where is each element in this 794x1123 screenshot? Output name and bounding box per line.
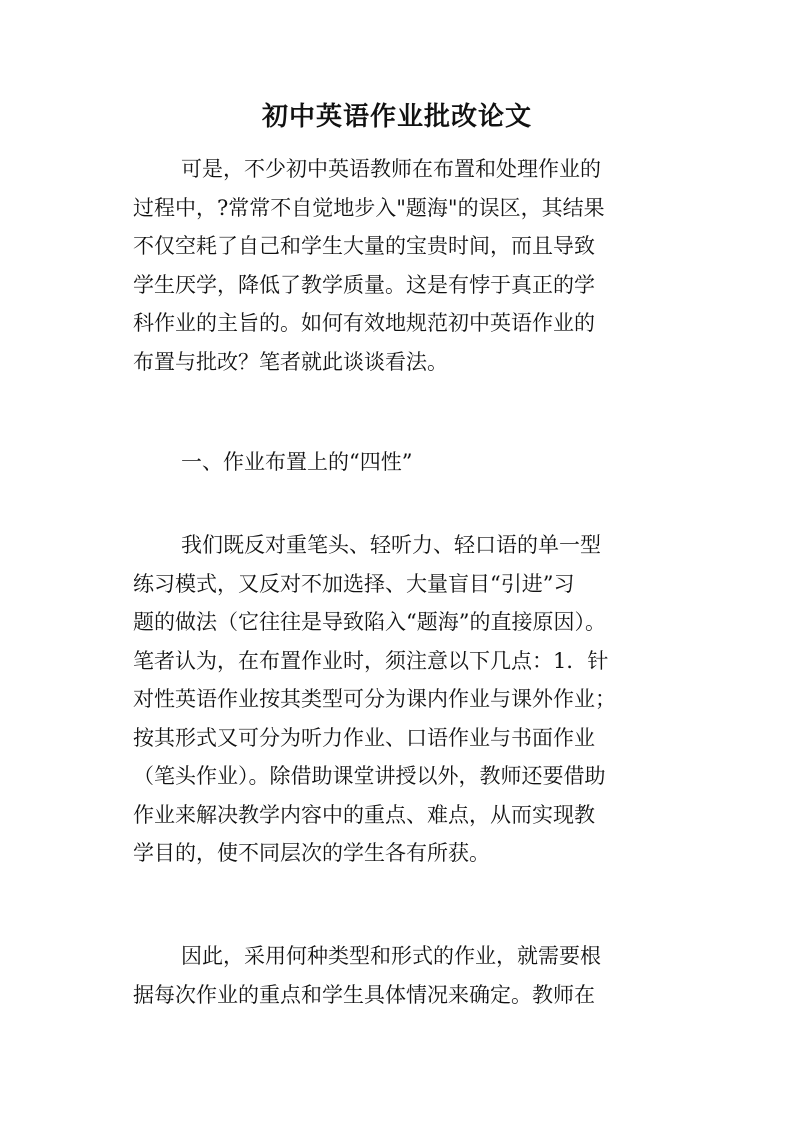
paragraph-2 [133,526,673,873]
paragraph-line: 按其形式又可分为听力作业、口语作业与书面作业 [133,725,595,750]
paragraph-line: 作业来解决教学内容中的重点、难点，从而实现教 [133,802,595,827]
paragraph-line: 不仅空耗了自己和学生大量的宝贵时间，而且导致 [133,234,595,258]
section-heading: 一、作业布置上的“四性” [181,450,413,474]
paragraph-line: 过程中，?常常不自觉地步入"题海"的误区，其结果 [133,195,605,220]
paragraph-line: （笔头作业）。除借助课堂讲授以外，教师还要借助 [133,764,606,788]
paragraph-line: 布置与批改？笔者就此谈谈看法。 [133,349,448,374]
paragraph-line: 我们既反对重笔头、轻听力、轻口语的单一型 [181,533,601,557]
document-title: 初中英语作业批改论文 [261,102,532,132]
paragraph-line: 练习模式，又反对不加选择、大量盲目“引进”习 [133,571,575,596]
paragraph-line: 可是，不少初中英语教师在布置和处理作业的 [181,157,601,181]
paragraph-line: 题的做法（它往往是导致陷入“题海”的直接原因）。 [133,610,606,634]
paragraph-line: 笔者认为，在布置作业时，须注意以下几点：1．针 [133,648,609,673]
paragraph-line: 学目的，使不同层次的学生各有所获。 [133,841,490,865]
paragraph-line: 学生厌学，降低了教学质量。这是有悖于真正的学 [133,272,595,297]
paragraph-line: 科作业的主旨的。如何有效地规范初中英语作业的 [133,311,595,335]
paragraph-1 [133,150,673,381]
paragraph-3 [133,937,673,1014]
paragraph-line: 据每次作业的重点和学生具体情况来确定。教师在 [133,982,595,1007]
paragraph-line: 对性英语作业按其类型可分为课内作业与课外作业； [133,687,616,711]
paragraph-line: 因此，采用何种类型和形式的作业，就需要根 [181,944,601,968]
section-heading-block [133,443,673,482]
